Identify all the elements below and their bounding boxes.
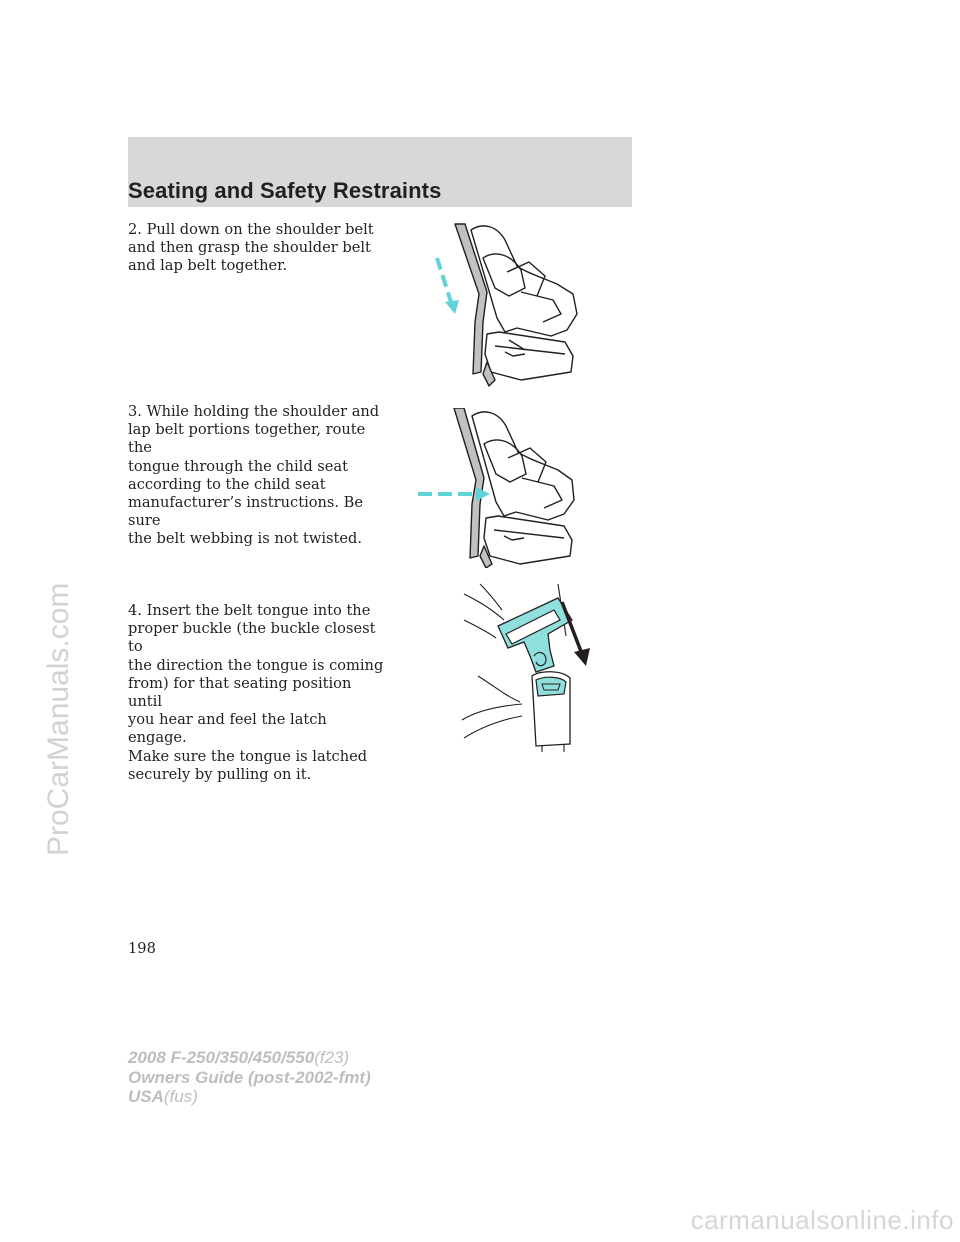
step-4-text: 4. Insert the belt tongue into the proper buckle (the buckle closest to the direction the tongue is coming from) for that seating position until you hear and feel the latch engage. Make sure the tongue is latched securely by pulling on it. [128, 602, 384, 783]
footer-guide: Owners Guide (post-2002-fmt) [128, 1067, 371, 1087]
child-seat-pull-belt-illustration [425, 222, 595, 387]
footer-model: 2008 F-250/350/450/550 [128, 1048, 315, 1067]
section-title: Seating and Safety Restraints [128, 178, 442, 203]
footer-region-code: (fus) [163, 1087, 198, 1106]
buckle-tongue-illustration [450, 580, 600, 752]
footer-block [128, 1048, 371, 1107]
step-3-text: 3. While holding the shoulder and lap belt portions together, route the tongue through the child seat according to the child seat manufacturer’s instructions. Be sure the belt webbing is not twisted. [128, 403, 380, 548]
side-watermark [0, 0, 75, 1242]
url-watermark: carmanualsonline.info [690, 1205, 954, 1235]
page-number: 198 [128, 940, 156, 957]
footer-line-guide [128, 1068, 371, 1088]
footer-line-model [128, 1048, 371, 1068]
footer-model-code: (f23) [314, 1048, 350, 1067]
footer-line-region [128, 1087, 371, 1107]
step-2-text: 2. Pull down on the shoulder belt and then grasp the shoulder belt and lap belt together. [128, 221, 374, 275]
footer-region: USA [128, 1087, 164, 1106]
side-watermark-text: ProCarManuals.com [42, 582, 75, 856]
child-seat-route-tongue-illustration [408, 408, 588, 568]
